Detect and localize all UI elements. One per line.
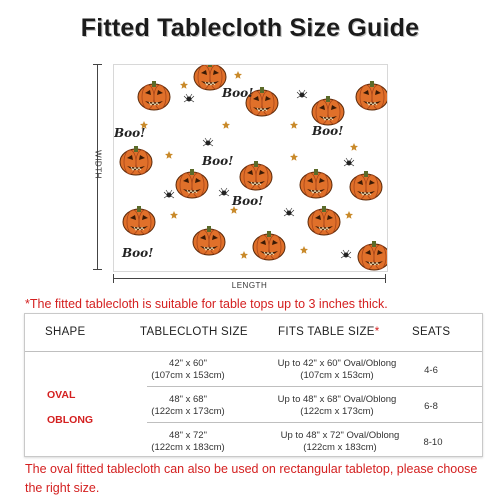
header-fits-label: FITS TABLE SIZE [278, 326, 375, 338]
shape-oval: OVAL [47, 389, 76, 401]
row2-fits-cm: (122cm x 173cm) [300, 406, 374, 417]
row2-size [142, 394, 234, 418]
row1-size-in: 42" x 60" [169, 358, 207, 369]
boo-text: Boo! [312, 124, 344, 138]
row3-size-in: 48" x 72" [169, 430, 207, 441]
row2-fits-in: Up to 48" x 68" Oval/Oblong [277, 394, 397, 405]
page-title: Fitted Tablecloth Size Guide [80, 14, 420, 42]
row3-seats: 8-10 [423, 437, 443, 448]
header-shape: SHAPE [45, 326, 86, 338]
row-divider [147, 386, 482, 387]
row2-fits [257, 394, 417, 418]
boo-text: Boo! [202, 154, 234, 168]
header-fits-table-size [278, 326, 380, 338]
row3-size-cm: (122cm x 183cm) [151, 442, 225, 453]
row2-size-cm: (122cm x 173cm) [151, 406, 225, 417]
boo-text: Boo! [222, 86, 254, 100]
length-dimension-line [113, 278, 386, 279]
size-table [24, 313, 483, 457]
thickness-note: *The fitted tablecloth is suitable for table tops up to 3 inches thick. [25, 297, 388, 311]
row3-fits [257, 430, 423, 454]
row1-seats: 4-6 [424, 365, 438, 376]
row3-size [142, 430, 234, 454]
header-divider [25, 351, 482, 352]
width-label: WIDTH [93, 150, 103, 179]
header-seats: SEATS [412, 326, 451, 338]
row1-fits-in: Up to 42" x 60" Oval/Oblong [277, 358, 397, 369]
boo-text: Boo! [122, 246, 154, 260]
row-divider [147, 422, 482, 423]
boo-text: Boo! [232, 194, 264, 208]
header-fits-star: * [374, 326, 380, 338]
row3-fits-cm: (122cm x 183cm) [303, 442, 377, 453]
length-label: LENGTH [231, 281, 268, 290]
row1-size [142, 358, 234, 382]
row2-seats: 6-8 [424, 401, 438, 412]
row1-fits [257, 358, 417, 382]
row1-size-cm: (107cm x 153cm) [151, 370, 225, 381]
footer-note: The oval fitted tablecloth can also be used on rectangular tabletop, please choose the right size. [25, 462, 478, 495]
row3-fits-in: Up to 48" x 72" Oval/Oblong [280, 430, 400, 441]
pumpkin-pattern [114, 65, 387, 271]
shape-oblong: OBLONG [47, 414, 94, 426]
boo-text: Boo! [114, 126, 146, 140]
row2-size-in: 48" x 68" [169, 394, 207, 405]
row1-fits-cm: (107cm x 153cm) [300, 370, 374, 381]
tablecloth-illustration [113, 64, 388, 272]
header-tablecloth-size: TABLECLOTH SIZE [140, 326, 248, 338]
